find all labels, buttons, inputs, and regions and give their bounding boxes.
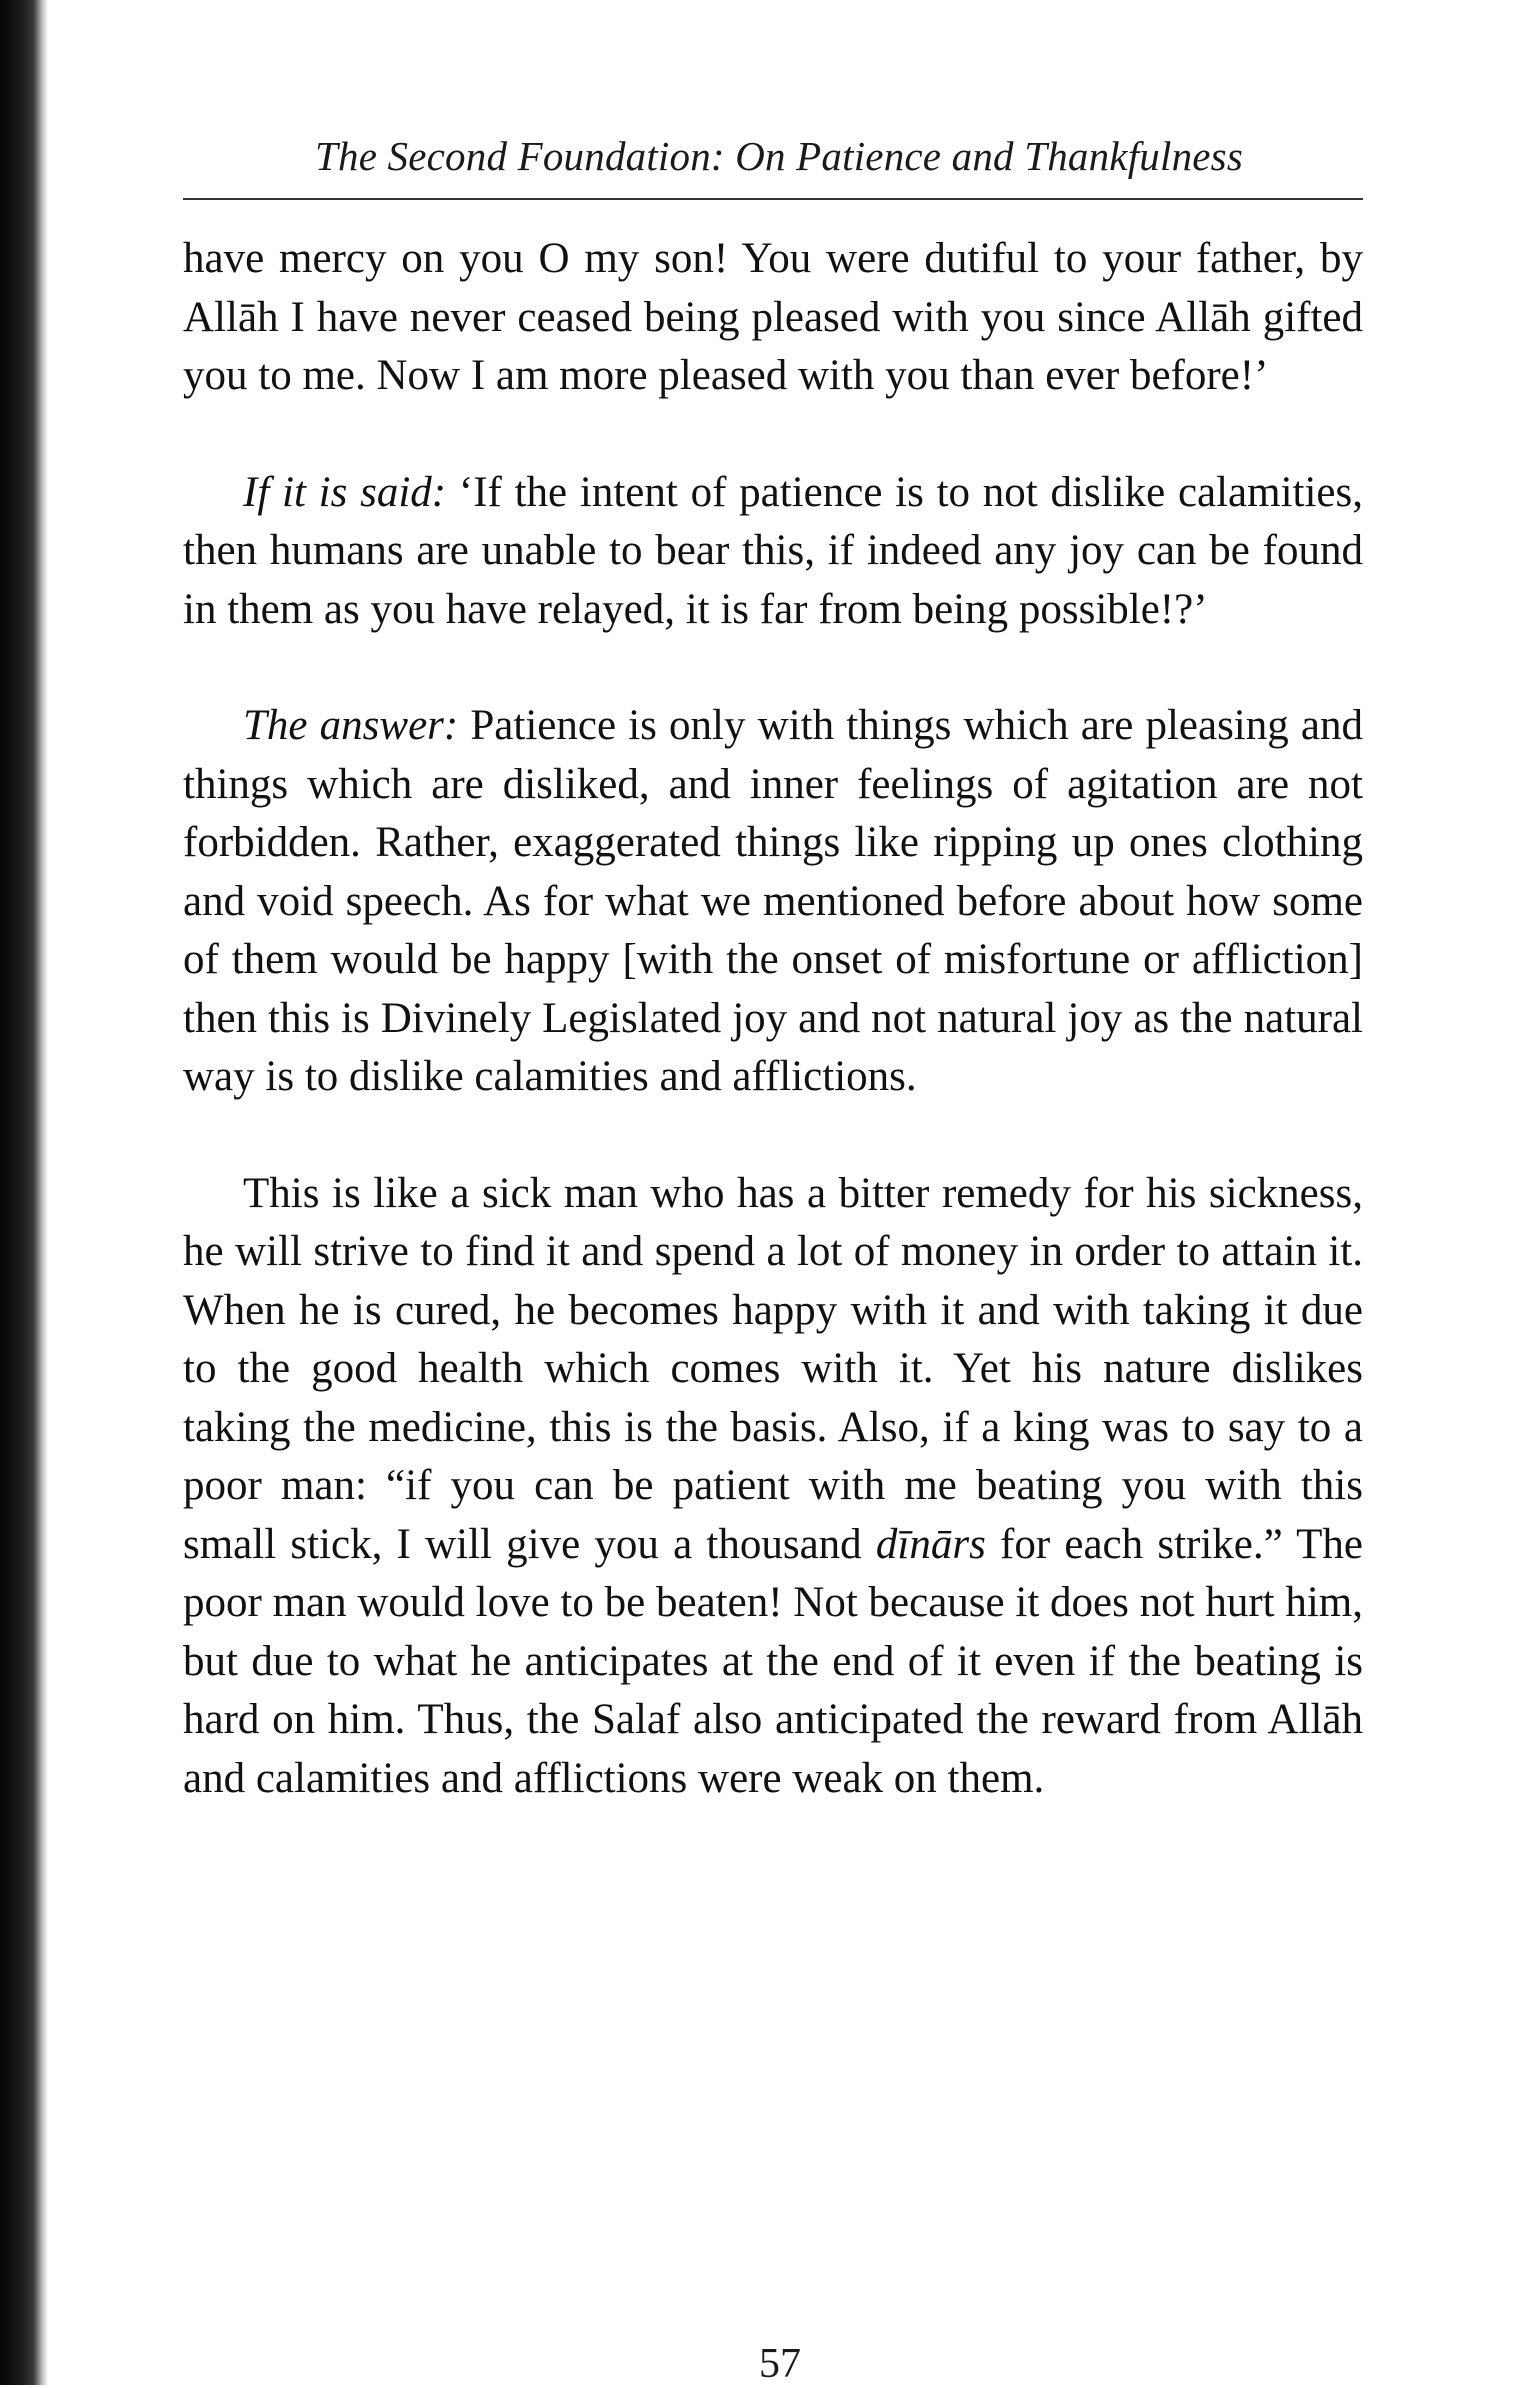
running-header-title: The Second Foundation: On Patience and Thankfulness <box>315 133 1243 179</box>
paragraph-3-text: Patience is only with things which are pleasing and things which are disliked, and inner feelings of agitation are not forbidden. Rather, exaggerated things like ripping up ones clothing and void speech. As for what we mentioned before about how some of them would be happy [with the onset of misfortune or affliction] then this is Divinely Legislated joy and not natural joy as the natural way is to dislike calamities and afflictions. <box>183 702 1363 1100</box>
paragraph-4-text-after: for each strike.” The poor man would love to be beaten! Not because it does not hurt him, but due to what he anticipates at the end of it even if the beating is hard on him. Thus, the Salaf also anticipated the reward from Allāh and calamities and afflictions were weak on them. <box>183 1520 1363 1802</box>
body-text <box>183 230 1363 1866</box>
paragraph-1-text: have mercy on you O my son! You were dutiful to your father, by Allāh I have never ceased being pleased with you since Allāh gifted you to me. Now I am more pleased with you than ever before!’ <box>183 235 1363 399</box>
paragraph-1 <box>183 230 1363 406</box>
paragraph-3 <box>183 697 1363 1107</box>
page-number: 57 <box>759 2341 801 2387</box>
scanned-page-edge <box>0 0 48 2385</box>
paragraph-4-italic-term: dīnārs <box>875 1520 986 1568</box>
paragraph-4-text-before: This is like a sick man who has a bitter remedy for his sickness, he will strive to find it and spend a lot of money in order to attain it. When he is cured, he becomes happy with it and with taking it due to the good health which comes with it. Yet his nature dislikes taking the medicine, this is the basis. Also, if a king was to say to a poor man: “if you can be patient with me beating you with this small stick, I will give you a thousand <box>183 1169 1363 1568</box>
paragraph-2-text: ‘If the intent of patience is to not dislike calamities, then humans are unable to bear this, if indeed any joy can be found in them as you have relayed, it is far from being possible!?’ <box>183 468 1363 633</box>
header-rule <box>183 198 1363 200</box>
paragraph-3-lead: The answer: <box>243 702 459 749</box>
paragraph-4 <box>183 1165 1363 1809</box>
paragraph-2 <box>183 464 1363 640</box>
paragraph-2-lead: If it is said: <box>243 468 447 516</box>
